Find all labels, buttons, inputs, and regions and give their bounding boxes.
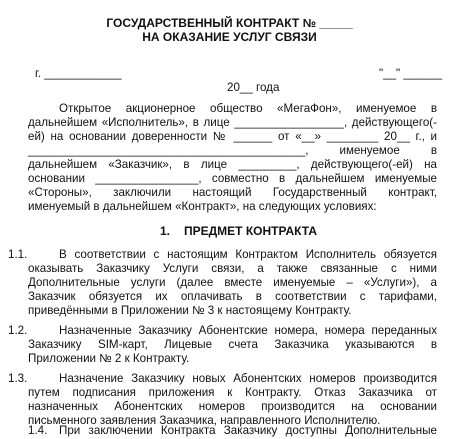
- intro-line: дальнейшем «Заказчик», в лице _________, действующего(-ей) на: [28, 158, 437, 171]
- contract-title-line1: ГОСУДАРСТВЕННЫЙ КОНТРАКТ № _____: [106, 16, 353, 30]
- section-title: ПРЕДМЕТ КОНТРАКТА: [184, 224, 317, 238]
- clause-line: Заказчик обязуется их оплачивать в соответствии с тарифами,: [28, 290, 437, 303]
- clause-line: При заключении Контракта Заказчику доступны Дополнительные: [59, 424, 437, 437]
- intro-line: ___________________________________________, именуемое в: [28, 144, 437, 157]
- clause-number: 1.1.: [8, 248, 28, 261]
- contract-title-line2: НА ОКАЗАНИЕ УСЛУГ СВЯЗИ: [142, 30, 317, 44]
- clause-line: В соответствии с настоящим Контрактом Исполнитель обязуется: [59, 248, 437, 261]
- clause-line: Назначенные Заказчику Абонентские номера, номера переданных: [59, 324, 437, 337]
- clause-line: Приложении № 2 к Контракту.: [28, 352, 190, 365]
- intro-line: основании ________________, совместно в дальнейшем именуемые: [28, 172, 437, 185]
- section-number: 1.: [160, 224, 171, 238]
- clause-number: 1.2.: [8, 324, 28, 337]
- intro-line: ей) на основании доверенности № ______ от «__» ________ 20__ г., и: [28, 130, 437, 143]
- intro-line: «Стороны», заключили настоящий Государственный контракт,: [28, 186, 437, 199]
- clause-line: назначенных Абонентских номеров производится на основании: [28, 400, 437, 413]
- year-field: 20__ года: [227, 81, 280, 94]
- city-field: г. ____________: [35, 67, 122, 80]
- intro-line: дальнейшем «Исполнитель», в лице _________________, действующего(-: [28, 116, 437, 129]
- intro-line: именуемый в дальнейшем «Контракт», на следующих условиях:: [28, 200, 377, 213]
- clause-line: письменного заявления Заказчика, направленного Исполнителю.: [28, 414, 381, 427]
- date-field: "__" ______: [379, 67, 443, 80]
- clause-line: приведёнными в Приложении № 3 к настоящему Контракту.: [28, 304, 352, 317]
- clause-number: 1.3.: [8, 372, 28, 385]
- intro-line: Открытое акционерное общество «МегаФон», именуемое в: [59, 102, 437, 115]
- clause-number: 1.4.: [28, 424, 48, 437]
- clause-line: оказывать Заказчику Услуги связи, а также связанные с ними: [28, 262, 437, 275]
- clause-line: путем подписания приложения к Контракту. Отказ Заказчика от: [28, 386, 437, 399]
- clause-line: Дополнительные услуги (далее вместе именуемые – «Услуги»), а: [28, 276, 437, 289]
- clause-line: Назначение Заказчику новых Абонентских номеров производится: [59, 372, 437, 385]
- clause-line: Заказчику SIM-карт, Лицевые счета Заказчика указываются в: [28, 338, 437, 351]
